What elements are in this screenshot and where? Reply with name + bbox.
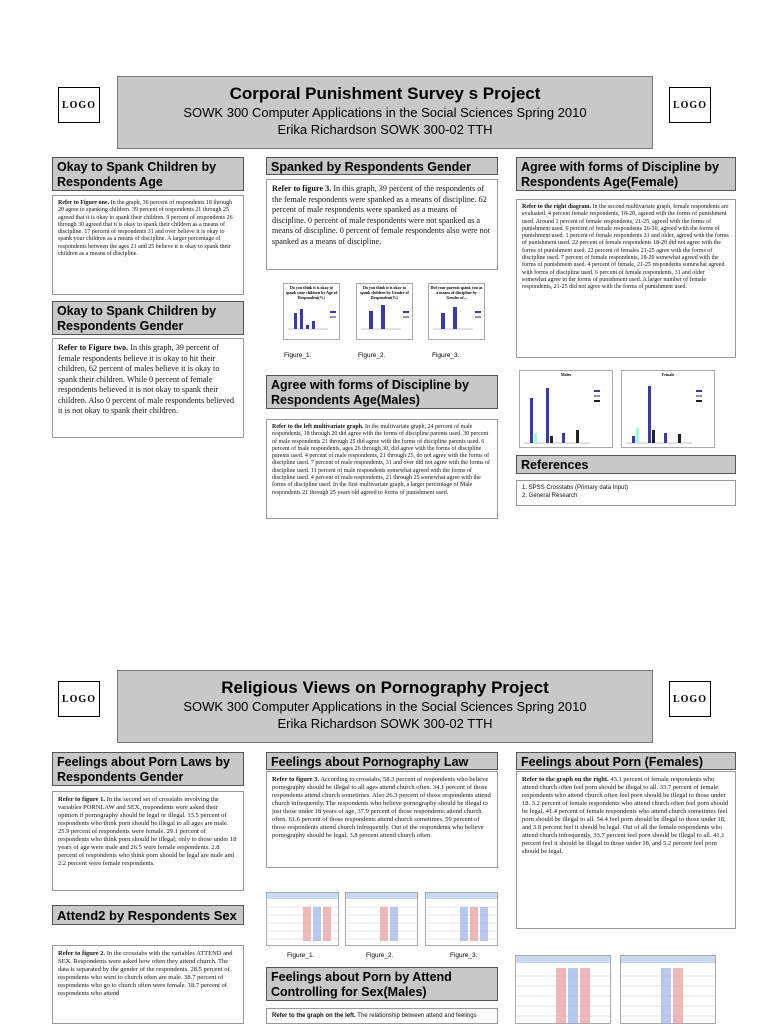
section-text (266, 419, 498, 519)
section-text (52, 195, 244, 295)
section-heading: Feelings about Porn Laws by Respondents Gender (52, 752, 244, 786)
section-heading: References (516, 455, 736, 474)
bar-chart-icon (520, 378, 612, 448)
bar-chart-icon (429, 301, 484, 331)
section-heading: Attend2 by Respondents Sex (52, 905, 244, 925)
logo-left: LOGO (58, 87, 100, 123)
figure-title: Do you think it is okay to spank children by Gender of Respondent(%) (360, 285, 409, 300)
section-text (52, 338, 244, 438)
paragraph: In the second multivariate graph, female respondents are evaluated. 4 percent female respondents, 18-20, agreed with the forms of punishment used. Around 1 percent of female respondents, 21-25, agreed with the forms of punishment used. 6 percent of female respondents 26-30, agreed with the forms of punishment used. 1 percent of female respondents 31 and older, agreed with the forms of punishment used. 22 percent of female respondents 18-20 did not agree with the forms of punishment used. 22 percent of females 21-25 agree with the forms of discipline used. 7 percent of female respondents, 18-20 somewhat agreed with the forms of punishment used. 4 percent of female, 21-25 respondents somewhat agreed with forms of discipline used. 6 percent of female respondents, 31 and older somewhat agree to the forms of punishment used. A larger number of female respondents, 21-25 did not agree with the forms of punishment used. (522, 204, 729, 291)
paragraph: The relationship between attend and feelings (355, 1013, 477, 1019)
logo-right: LOGO (669, 681, 711, 717)
logo-right: LOGO (669, 87, 711, 123)
figure-ref: Refer to the right diagram. (522, 204, 592, 210)
table-icon (267, 893, 339, 946)
figure-ref: Refer to the left multivariate graph. (272, 424, 364, 430)
poster-course: SOWK 300 Computer Applications in the Social Sciences Spring 2010 (183, 699, 587, 714)
paragraph: In the second set of crosstabs involving the variables PORNLAW and SEX, respondents were asked their opinion if pornography should be legal or illegal. 13.5 percent of respondents who think porn should be illegal to all ages are male. 25.9 percent of respondents were female. 29.1 percent of respondents who think porn should be illegal; only to those under 18 years of age were male and 26.5 were female respondents. 2.8 percent of respondents who think porn should be legal are male and 2.2 percent were female respondents. (58, 796, 237, 867)
figure-ref: Refer to figure 2. (58, 950, 106, 957)
crosstab-table-thumbnail (345, 892, 418, 946)
crosstab-table-thumbnail (266, 892, 339, 946)
section-text (266, 1008, 498, 1024)
figure-title: Did your parents spank you as a means of discipline by Gender of... (430, 285, 483, 300)
table-icon (621, 956, 716, 1024)
paragraph: 43.1 percent of female respondents who attend church often feel porn should be illegal to all. 33.7 percent of female respondents who attend church often feel porn should be illegal to those under 18. 3.2 percent of female respondents who attend church often feel porn should be legal. 41.4 percent of female respondents who attend church sometimes feel porn should be illegal to all. 54.4 feel porn should be illegal to those under 18, and 3.8 percent feel it should be legal. Out of all the female respondents who attend church infrequently, 33.7 percent feel porn should be illegal to all. 41.1 percent feel it should be illegal to those under 18, and 5.2 percent feel porn should be legal. (522, 776, 729, 855)
section-text (516, 199, 736, 358)
chart-title: Female (661, 372, 675, 377)
table-icon (346, 893, 418, 946)
paragraph: In this graph, 39 percent of the respondents of the female respondents were spanked as a means of discipline. 62 percent of male respondents were spanked as a means of discipline. 0 percent of male respondents were not spanked as a means of discipline. 0 percent of female respondents also were not spanked as a means of discipline. (272, 184, 491, 246)
paragraph: In this graph, 39 percent of female respondents believe it is okay to hit their children, 62 percent of males believe it is okay to spank their children. While 0 percent of female respondents believed it is not okay to spank their children. Also 0 percent of male respondents believed it is not okay to spank their children. (58, 343, 234, 415)
figure-ref: Refer to the graph on the right. (522, 776, 609, 783)
table-icon (426, 893, 498, 946)
figure-caption: Figure_3. (432, 352, 460, 359)
figure-ref: Refer to Figure one. (58, 200, 110, 206)
poster-title: Religious Views on Pornography Project (221, 678, 549, 697)
section-heading: Agree with forms of Discipline by Respondents Age(Female) (516, 157, 736, 191)
section-heading: Spanked by Respondents Gender (266, 157, 498, 175)
figure-title: Do you think it is okay to spank your children by Age of Respondent(%) (285, 285, 338, 300)
paragraph: In the crosstabs with the variables ATTEND and SEX. Respondents were asked how often they attend church. The data is separated by the gender of the respondents. 28.5 percent of respondents who went to church often are male. 38.7 percent of respondents who go to church often were female. 18.7 percent of respondents who attend (58, 950, 233, 997)
section-heading: Okay to Spank Children by Respondents Age (52, 157, 244, 191)
poster-title-banner (117, 76, 653, 149)
males-chart (519, 370, 613, 448)
section-text (52, 945, 244, 1024)
figure-ref: Refer to figure 3. (272, 776, 320, 783)
poster-author: Erika Richardson SOWK 300-02 TTH (277, 122, 493, 137)
chart-title: Males (560, 372, 572, 377)
bar-chart-icon (357, 301, 412, 331)
figure-thumbnail (283, 283, 340, 340)
references-box (516, 480, 736, 506)
bar-chart-icon (622, 378, 714, 448)
figure-caption: Figure_2. (358, 352, 386, 359)
section-text (266, 179, 498, 270)
section-heading: Agree with forms of Discipline by Respondents Age(Males) (266, 375, 498, 409)
figure-caption: Figure_1. (284, 352, 312, 359)
female-chart (621, 370, 715, 448)
section-text (52, 791, 244, 891)
section-heading: Okay to Spank Children by Respondents Gender (52, 301, 244, 335)
figure-caption: Figure_2. (366, 952, 394, 959)
figure-thumbnail (356, 283, 413, 340)
reference-item: 1. SPSS Crosstabs (Primary data Input) (522, 485, 629, 491)
figure-thumbnail (428, 283, 485, 340)
figure-ref: Refer to figure 3. (272, 184, 332, 193)
paragraph: In the graph, 36 percent of respondents 18 through 20 agree to spanking children. 39 percent of respondents 21 through 25 agreed that it is okay to spank their children. 9 percent of respondents 26 through 30 agreed that it is okay to spank their children as a means of discipline. 17 percent of respondents 31 and over believe it is okay to spank your children as a means of discipline. A larger percentage of respondents between the ages 21 and 25 believe it is okay to spank their children as a means of discipline. (58, 200, 233, 258)
poster-title: Corporal Punishment Survey s Project (229, 84, 541, 103)
crosstab-table-thumbnail (515, 955, 611, 1024)
paragraph: According to crosstabs, 58.3 percent of respondents who believe pornography should be illegal to all ages attend church often. 34.1 percent of those respondents attend church sometimes. Also 26.3 percent of those respondents attend church infrequently. The respondents who believe pornography should be illegal to just those under 18 years of age, 37.9 percent of those respondents attend church often. 61.6 percent of those respondents attend church sometimes. 59 percent of those respondents attend church infrequently. Out of the respondents who believe pornography should be legal, 3.8 percent attend church often. (272, 776, 491, 839)
crosstab-table-thumbnail (620, 955, 716, 1024)
section-heading: Feelings about Pornography Law (266, 752, 498, 770)
poster-author: Erika Richardson SOWK 300-02 TTH (277, 716, 493, 731)
crosstab-table-thumbnail (425, 892, 498, 946)
section-text (516, 771, 736, 929)
table-icon (516, 956, 611, 1024)
paragraph: In the multivariate graph, 24 percent of male respondents, 18 through 20 did agree with the forms of discipline parents used. 30 percent of male respondents 21 through 25 did agree with the forms of discipline parents used. 6 percent of male respondents, ages 26 through 30, did agree with the forms of discipline parents used. 4 percent of male respondents, 21 through 25, do not agree with the forms of discipline used. 7 percent of male respondents, 31 and over did not agree with the forms of discipline used. 11 percent of male respondents somewhat agreed with the forms of discipline used. 4 percent of male respondents, 21 through 25 somewhat agree with the forms of discipline used. In the first multivariate graph, a larger percentage of Male respondents 21 through 25 years old agreed to forms of punishment used. (272, 424, 490, 496)
section-heading: Feelings about Porn (Females) (516, 752, 736, 770)
poster-course: SOWK 300 Computer Applications in the Social Sciences Spring 2010 (183, 105, 587, 120)
section-text (266, 771, 498, 868)
figure-ref: Refer to the graph on the left. (272, 1013, 356, 1019)
logo-left: LOGO (58, 681, 100, 717)
figure-ref: Refer to Figure two. (58, 343, 129, 352)
poster-title-banner (117, 670, 653, 743)
figure-caption: Figure_1. (287, 952, 315, 959)
bar-chart-icon (284, 301, 339, 331)
section-heading: Feelings about Porn by Attend Controlling for Sex(Males) (266, 967, 498, 1001)
figure-caption: Figure_3. (450, 952, 478, 959)
reference-item: 2. General Research (522, 493, 578, 499)
figure-ref: Refer to figure 1. (58, 796, 106, 803)
